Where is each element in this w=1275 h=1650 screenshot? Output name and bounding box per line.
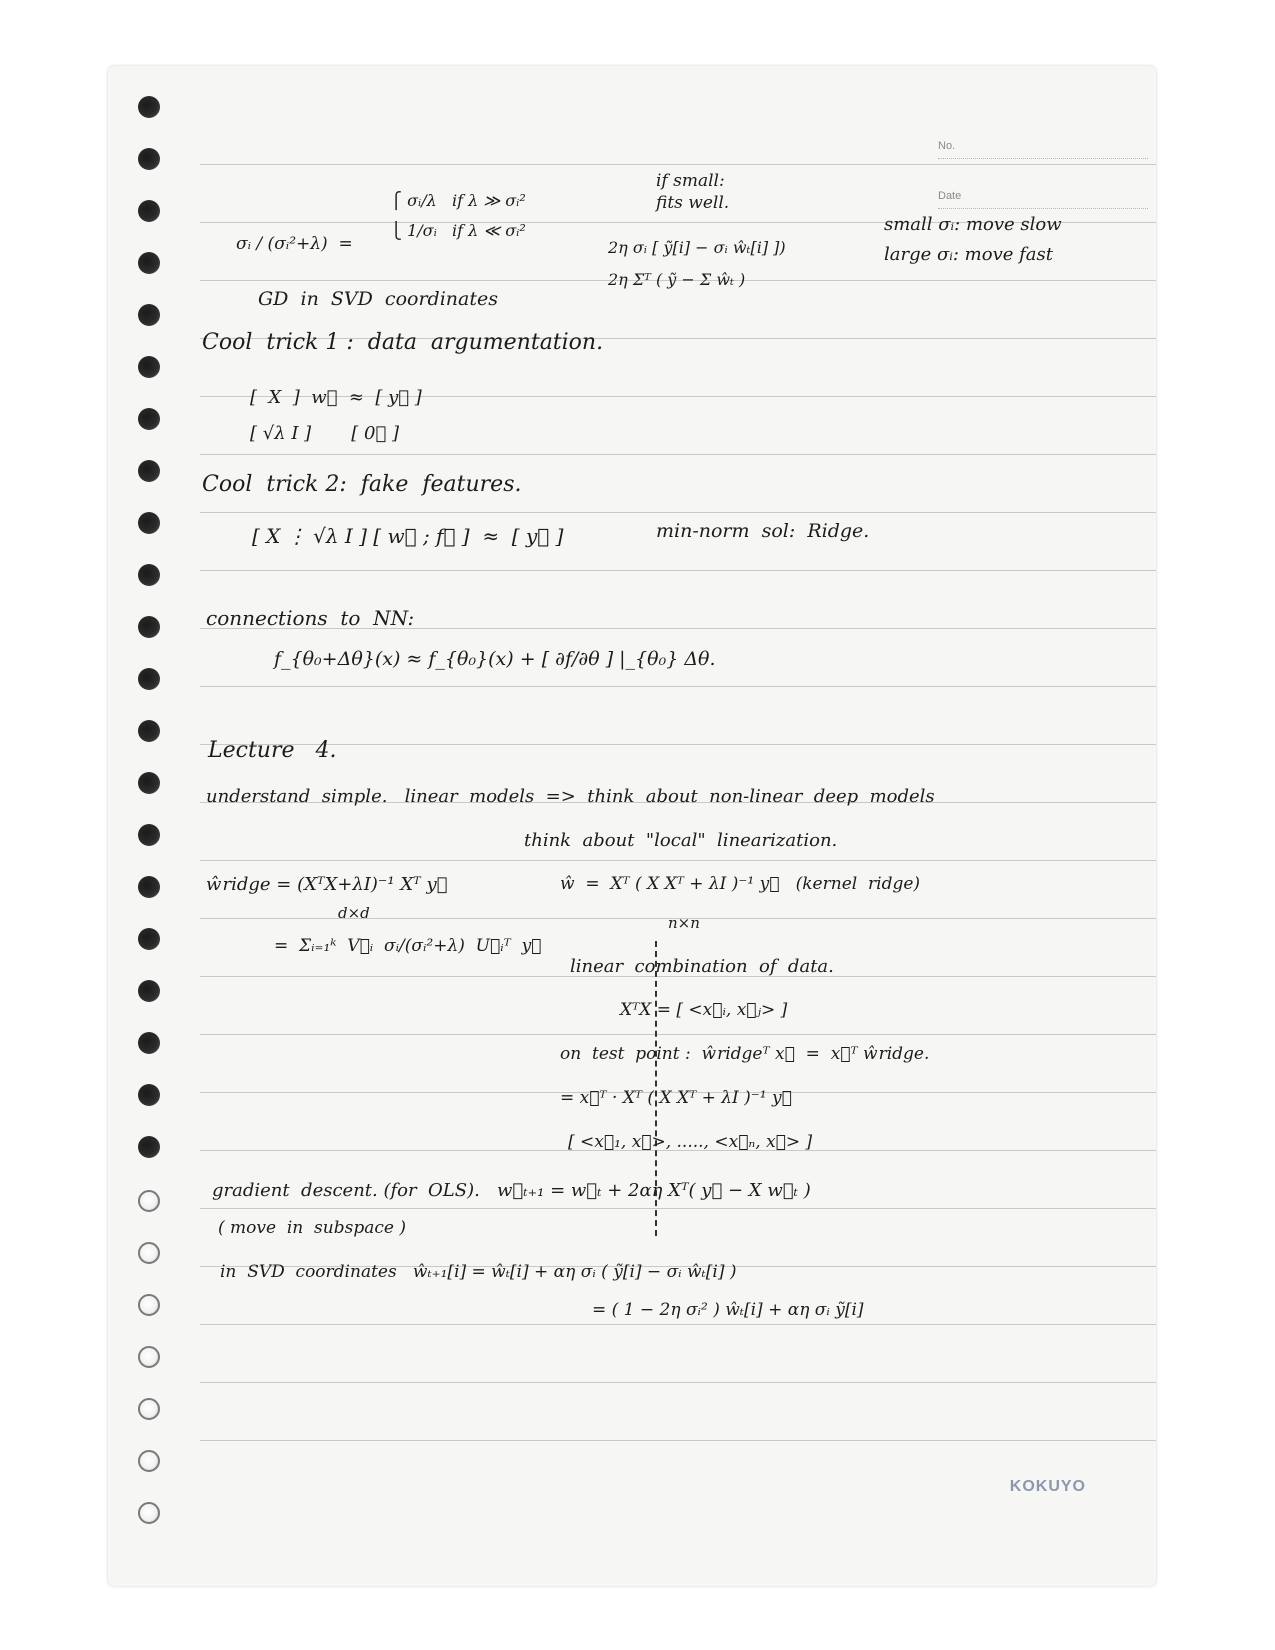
ruled-line <box>200 570 1156 571</box>
binder-hole <box>138 772 160 794</box>
piecewise-cases: ⎧ σᵢ/λ if λ ≫ σᵢ² ⎩ 1/σᵢ if λ ≪ σᵢ² <box>390 191 526 240</box>
trick2-heading: Cool trick 2: fake features. <box>202 472 522 497</box>
test-expand: = x⃗ᵀ · Xᵀ ( X Xᵀ + λI )⁻¹ y⃗ <box>560 1088 792 1108</box>
small-sigma-note: small σᵢ: move slow <box>884 214 1062 235</box>
binder-hole <box>138 564 160 586</box>
linear-combination: linear combination of data. <box>570 956 834 977</box>
understand-line: understand simple. linear models => think about non-linear deep models <box>206 786 935 807</box>
ruled-line <box>200 744 1156 745</box>
binder-hole <box>138 408 160 430</box>
large-sigma-note: large σᵢ: move fast <box>884 244 1053 265</box>
binder-hole <box>138 1032 160 1054</box>
local-linearization: think about "local" linearization. <box>524 830 838 851</box>
binder-hole <box>138 1450 160 1472</box>
lecture-heading: Lecture 4. <box>208 738 337 763</box>
gd-svd-heading: GD in SVD coordinates <box>258 288 498 310</box>
no-line <box>938 158 1148 159</box>
update-sigma-line1: 2η σᵢ [ ỹ[i] − σᵢ ŵₜ[i] ]) <box>608 238 786 257</box>
date-line <box>938 208 1148 209</box>
binder-hole <box>138 1502 160 1524</box>
ruled-line <box>200 454 1156 455</box>
w-kernel-ridge: ŵ = Xᵀ ( X Xᵀ + λI )⁻¹ y⃗ (kernel ridge) <box>560 874 921 894</box>
binder-hole <box>138 200 160 222</box>
nxn-note: n×n <box>668 914 700 932</box>
binder-hole <box>138 148 160 170</box>
ruled-line <box>200 1440 1156 1441</box>
binder-hole <box>138 512 160 534</box>
ruled-line <box>200 1382 1156 1383</box>
binder-hole <box>138 356 160 378</box>
no-label: No. <box>938 140 956 152</box>
binder-hole <box>138 1346 160 1368</box>
binder-hole <box>138 1242 160 1264</box>
dxd-note: d×d <box>338 904 370 922</box>
inner-products: [ <x⃗₁, x⃗>, ....., <x⃗ₙ, x⃗> ] <box>568 1132 813 1152</box>
trick2-matrix: [ X ⋮ √λ I ] [ w⃗ ; f⃗ ] ≈ [ y⃗ ] <box>252 524 564 548</box>
binder-hole <box>138 1294 160 1316</box>
update-sigma-line2: 2η Σᵀ ( ỹ − Σ ŵₜ ) <box>608 270 746 289</box>
ruled-line <box>200 686 1156 687</box>
binder-hole <box>138 668 160 690</box>
piecewise-lhs: σᵢ / (σᵢ²+λ) = <box>236 234 353 254</box>
binder-hole <box>138 304 160 326</box>
connections-heading: connections to NN: <box>206 606 415 630</box>
gd-ols: gradient descent. (for OLS). w⃗ₜ₊₁ = w⃗ₜ + 2αη Xᵀ( y⃗ − X w⃗ₜ ) <box>212 1180 811 1201</box>
trick1-heading: Cool trick 1 : data argumentation. <box>202 330 604 355</box>
ruled-line <box>200 1208 1156 1209</box>
taylor-expansion: f_{θ₀+Δθ}(x) ≈ f_{θ₀}(x) + [ ∂f/∂θ ] |_{θ₀} Δθ. <box>274 648 716 670</box>
binder-hole <box>138 96 160 118</box>
ruled-line <box>200 164 1156 165</box>
if-small-note: if small: fits well. <box>656 171 730 213</box>
ruled-line <box>200 1324 1156 1325</box>
brand-logo: KOKUYO <box>1009 1478 1086 1495</box>
binder-hole <box>138 1084 160 1106</box>
test-point: on test point : ŵridgeᵀ x⃗ = x⃗ᵀ ŵridge. <box>560 1044 930 1064</box>
binder-hole <box>138 824 160 846</box>
binder-hole <box>138 980 160 1002</box>
binder-hole <box>138 1398 160 1420</box>
ruled-line <box>200 1034 1156 1035</box>
binder-hole <box>138 876 160 898</box>
svd-update-1: in SVD coordinates ŵₜ₊₁[i] = ŵₜ[i] + αη σᵢ ( ỹ[i] − σᵢ ŵₜ[i] ) <box>220 1262 737 1282</box>
ruled-line <box>200 512 1156 513</box>
binder-hole <box>138 252 160 274</box>
ruled-line <box>200 860 1156 861</box>
date-label: Date <box>938 190 962 202</box>
binder-hole <box>138 616 160 638</box>
w-ridge-formula: ŵridge = (XᵀX+λI)⁻¹ Xᵀ y⃗ <box>206 874 448 895</box>
trick1-matrix: [ X ] w⃗ ≈ [ y⃗ ] [ √λ I ] [ 0⃗ ] <box>250 387 422 444</box>
move-subspace: ( move in subspace ) <box>218 1218 406 1238</box>
binder-hole <box>138 1136 160 1158</box>
svd-update-2: = ( 1 − 2η σᵢ² ) ŵₜ[i] + αη σᵢ ỹ[i] <box>592 1300 864 1320</box>
min-norm-note: min-norm sol: Ridge. <box>656 520 870 542</box>
xtx-gram: XᵀX = [ <x⃗ᵢ, x⃗ⱼ> ] <box>620 1000 788 1020</box>
binder-hole <box>138 1190 160 1212</box>
binder-hole <box>138 928 160 950</box>
binder-hole <box>138 720 160 742</box>
notebook-page <box>108 66 1156 1586</box>
binder-hole <box>138 460 160 482</box>
w-ridge-svd: = Σᵢ₌₁ᵏ V⃗ᵢ σᵢ/(σᵢ²+λ) U⃗ᵢᵀ y⃗ <box>274 936 542 956</box>
